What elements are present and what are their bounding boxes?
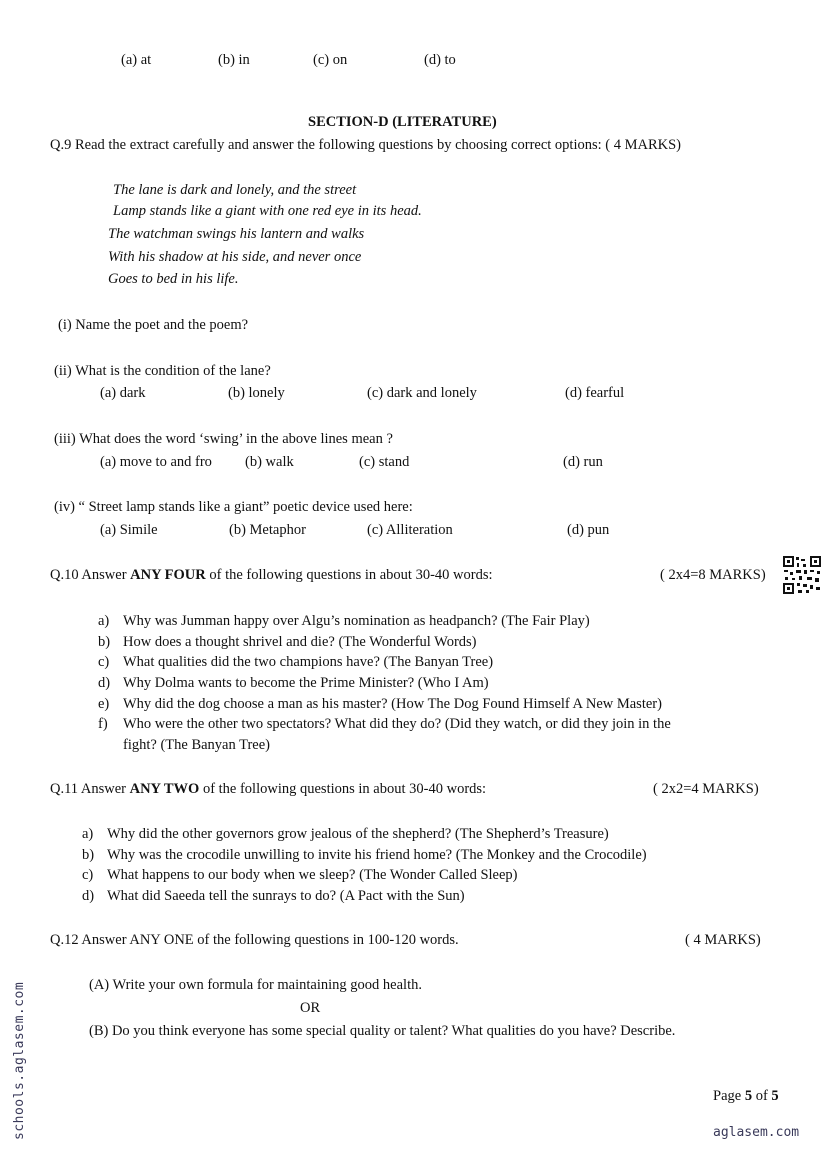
- option-a: (a) at: [121, 52, 152, 68]
- q10-item-b-letter: b): [98, 634, 111, 650]
- q12-or: OR: [300, 1000, 321, 1016]
- q9-sub3-opt-a: (a) move to and fro: [100, 454, 212, 470]
- q10-item-a-letter: a): [98, 613, 110, 629]
- q11-item-b: Why was the crocodile unwilling to invite his friend home? (The Monkey and the Crocodile): [107, 847, 647, 863]
- qr-code-icon: [782, 555, 822, 595]
- q10-post: of the following questions in about 30-40 words:: [205, 567, 493, 583]
- page-num: 5: [744, 1088, 753, 1104]
- q9-sub1: (i) Name the poet and the poem?: [58, 317, 249, 333]
- option-b: (b) in: [218, 52, 250, 68]
- poem-line-3: The watchman swings his lantern and walks: [108, 226, 365, 242]
- q10-text: [50, 566, 493, 584]
- option-d: (d) to: [424, 52, 456, 68]
- q9-sub2: (ii) What is the condition of the lane?: [54, 363, 271, 379]
- page-pre: Page: [713, 1088, 745, 1104]
- footer-watermark: aglasem.com: [713, 1125, 800, 1140]
- q10-pre: Q.10 Answer: [50, 567, 131, 583]
- q10-item-f-letter: f): [98, 716, 108, 732]
- q11-post: of the following questions in about 30-40 words:: [199, 781, 487, 797]
- q9-sub3: (iii) What does the word ‘swing’ in the above lines mean ?: [54, 431, 393, 447]
- page-number: [713, 1087, 779, 1105]
- q11-item-c-letter: c): [82, 867, 94, 883]
- q9-sub4-opt-a: (a) Simile: [100, 522, 158, 538]
- q11-pre: Q.11 Answer: [50, 781, 130, 797]
- q10-item-d-letter: d): [98, 675, 111, 691]
- q10-item-c-letter: c): [98, 654, 110, 670]
- poem-line-1: The lane is dark and lonely, and the street: [113, 182, 357, 198]
- q12-option-a: (A) Write your own formula for maintaining good health.: [89, 977, 422, 993]
- q11-item-d-letter: d): [82, 888, 95, 904]
- q10-item-a: Why was Jumman happy over Algu’s nomination as headpanch? (The Fair Play): [123, 613, 590, 629]
- poem-line-4: With his shadow at his side, and never once: [108, 249, 362, 265]
- q9-sub2-opt-b: (b) lonely: [228, 385, 285, 401]
- q11-item-c: What happens to our body when we sleep? (The Wonder Called Sleep): [107, 867, 518, 883]
- option-c: (c) on: [313, 52, 348, 68]
- q11-marks: ( 2x2=4 MARKS): [653, 781, 759, 797]
- q12-text: Q.12 Answer ANY ONE of the following questions in 100-120 words.: [50, 932, 459, 948]
- q9-text: Q.9 Read the extract carefully and answer the following questions by choosing correct options: ( 4 MARKS): [50, 137, 682, 153]
- q10-item-d: Why Dolma wants to become the Prime Minister? (Who I Am): [123, 675, 489, 691]
- q9-sub3-opt-b: (b) walk: [245, 454, 294, 470]
- section-title: SECTION-D (LITERATURE): [308, 114, 497, 130]
- q10-marks: ( 2x4=8 MARKS): [660, 567, 766, 583]
- q11-item-a-letter: a): [82, 826, 94, 842]
- q10-item-c: What qualities did the two champions have? (The Banyan Tree): [123, 654, 494, 670]
- q10-bold: ANY FOUR: [130, 567, 206, 583]
- q9-sub4-opt-b: (b) Metaphor: [229, 522, 306, 538]
- q9-sub2-opt-c: (c) dark and lonely: [367, 385, 477, 401]
- q9-sub2-opt-a: (a) dark: [100, 385, 146, 401]
- q9-sub4-opt-c: (c) Alliteration: [367, 522, 453, 538]
- q11-bold: ANY TWO: [129, 781, 200, 797]
- page-mid: of: [752, 1088, 772, 1104]
- poem-line-2: Lamp stands like a giant with one red eye in its head.: [113, 203, 422, 219]
- q10-item-f: Who were the other two spectators? What did they do? (Did they watch, or did they join in the: [123, 716, 671, 732]
- q9-sub4-opt-d: (d) pun: [567, 522, 610, 538]
- side-watermark: schools.aglasem.com: [12, 981, 27, 1140]
- page-total: 5: [771, 1088, 779, 1104]
- poem-line-5: Goes to bed in his life.: [108, 271, 239, 287]
- q9-sub2-opt-d: (d) fearful: [565, 385, 625, 401]
- q9-sub3-opt-d: (d) run: [563, 454, 603, 470]
- q12-marks: ( 4 MARKS): [685, 932, 761, 948]
- q10-item-b: How does a thought shrivel and die? (The Wonderful Words): [123, 634, 477, 650]
- q10-item-f-cont: fight? (The Banyan Tree): [123, 737, 270, 753]
- q9-sub4: (iv) “ Street lamp stands like a giant” poetic device used here:: [54, 499, 413, 515]
- q11-item-d: What did Saeeda tell the sunrays to do? (A Pact with the Sun): [107, 888, 465, 904]
- q11-item-a: Why did the other governors grow jealous of the shepherd? (The Shepherd’s Treasure): [107, 826, 609, 842]
- q10-item-e-letter: e): [98, 696, 110, 712]
- q11-text: [50, 780, 486, 798]
- q9-sub3-opt-c: (c) stand: [359, 454, 410, 470]
- q11-item-b-letter: b): [82, 847, 95, 863]
- q12-option-b: (B) Do you think everyone has some special quality or talent? What qualities do you have? Describe.: [89, 1023, 676, 1039]
- q10-item-e: Why did the dog choose a man as his master? (How The Dog Found Himself A New Master): [123, 696, 662, 712]
